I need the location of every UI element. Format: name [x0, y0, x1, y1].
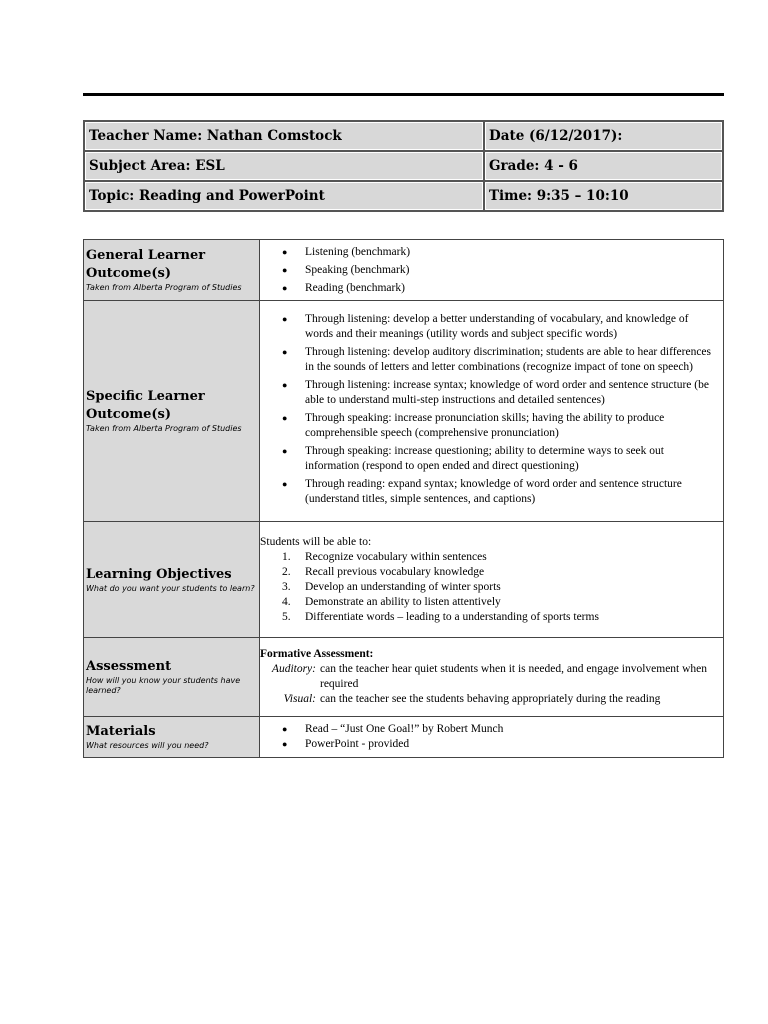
assessment-label — [84, 638, 260, 717]
general-outcomes-row — [84, 240, 724, 301]
specific-outcomes-content — [260, 301, 724, 522]
learning-objectives-question: What do you want your students to learn? — [86, 583, 255, 593]
list-item: ● Through listening: develop auditory discrimination; students are able to hear differences in the sounds of letters and letter combinations (recognize impact of tone on speech) — [260, 345, 717, 375]
objective-text: Recall previous vocabulary knowledge — [305, 565, 485, 578]
materials-row — [84, 717, 724, 758]
top-rule — [83, 93, 724, 96]
specific-outcomes-row — [84, 301, 724, 522]
general-outcomes-content — [260, 240, 724, 301]
list-item: ● Read – “Just One Goal!” by Robert Munch — [260, 722, 717, 737]
list-item: ● Reading (benchmark) — [260, 279, 717, 297]
objective-text: Recognize vocabulary within sentences — [305, 550, 487, 563]
objective-number: 2. — [282, 565, 291, 578]
objective-number: 5. — [282, 610, 291, 623]
assessment-row — [84, 638, 724, 717]
objective-text: Differentiate words – leading to a understanding of sports terms — [305, 610, 599, 623]
materials-label — [84, 717, 260, 758]
lesson-topic: Topic: Reading and PowerPoint — [84, 181, 484, 211]
general-outcomes-label — [84, 240, 260, 301]
list-item: ● PowerPoint - provided — [260, 737, 717, 752]
specific-outcomes-title: Specific Learner Outcome(s) — [86, 389, 205, 422]
list-item — [260, 580, 723, 595]
materials-content — [260, 717, 724, 758]
auditory-line — [260, 662, 723, 692]
list-item: ● Through reading: expand syntax; knowledge of word order and sentence structure (understand titles, simple sentences, and captions) — [260, 477, 717, 507]
assessment-content — [260, 638, 724, 717]
auditory-key: Auditory: — [271, 663, 316, 675]
visual-key: Visual: — [283, 693, 316, 705]
learning-objectives-row — [84, 522, 724, 638]
lesson-plan-table — [83, 239, 724, 758]
objectives-intro: Students will be able to: — [260, 535, 372, 548]
list-item — [260, 595, 723, 610]
list-item — [260, 610, 723, 625]
grade-level: Grade: 4 - 6 — [484, 151, 723, 181]
assessment-question: How will you know your students have learned? — [86, 676, 241, 695]
auditory-value: can the teacher hear quiet students when it is needed, and engage involvement when required — [320, 663, 708, 690]
assessment-heading: Formative Assessment: — [260, 648, 374, 660]
specific-outcomes-label — [84, 301, 260, 522]
learning-objectives-title: Learning Objectives — [86, 566, 232, 582]
list-item: ● Listening (benchmark) — [260, 243, 717, 261]
objective-number: 1. — [282, 550, 291, 563]
teacher-name: Teacher Name: Nathan Comstock — [84, 121, 484, 151]
lesson-header-table — [83, 120, 724, 212]
objective-text: Develop an understanding of winter sports — [305, 580, 501, 593]
assessment-title: Assessment — [86, 659, 172, 674]
list-item: ● Through listening: develop a better understanding of vocabulary, and knowledge of words and their meanings (utility words and subject specific words) — [260, 312, 717, 342]
general-outcomes-source: Taken from Alberta Program of Studies — [86, 283, 242, 292]
lesson-time: Time: 9:35 – 10:10 — [484, 181, 723, 211]
list-item — [260, 550, 723, 565]
learning-objectives-label — [84, 522, 260, 638]
general-outcomes-title: General Learner Outcome(s) — [86, 248, 206, 281]
lesson-date: Date (6/12/2017): — [484, 121, 723, 151]
objective-text: Demonstrate an ability to listen attentively — [305, 595, 501, 608]
learning-objectives-content — [260, 522, 724, 638]
list-item: ● Through speaking: increase questioning; ability to determine ways to seek out information (respond to open ended and direct questioning) — [260, 444, 717, 474]
list-item: ● Through listening: increase syntax; knowledge of word order and sentence structure (be able to understand multi-step instructions and detailed sentences) — [260, 378, 717, 408]
specific-outcomes-source: Taken from Alberta Program of Studies — [86, 424, 242, 433]
visual-line — [260, 692, 723, 707]
list-item — [260, 565, 723, 580]
materials-title: Materials — [86, 724, 156, 739]
materials-question: What resources will you need? — [86, 741, 209, 750]
subject-area: Subject Area: ESL — [84, 151, 484, 181]
visual-value: can the teacher see the students behaving appropriately during the reading — [320, 693, 661, 705]
objective-number: 4. — [282, 595, 291, 608]
list-item: ● Through speaking: increase pronunciation skills; having the ability to produce comprehensible speech (comprehensive pronunciation) — [260, 411, 717, 441]
list-item: ● Speaking (benchmark) — [260, 261, 717, 279]
objective-number: 3. — [282, 580, 291, 593]
